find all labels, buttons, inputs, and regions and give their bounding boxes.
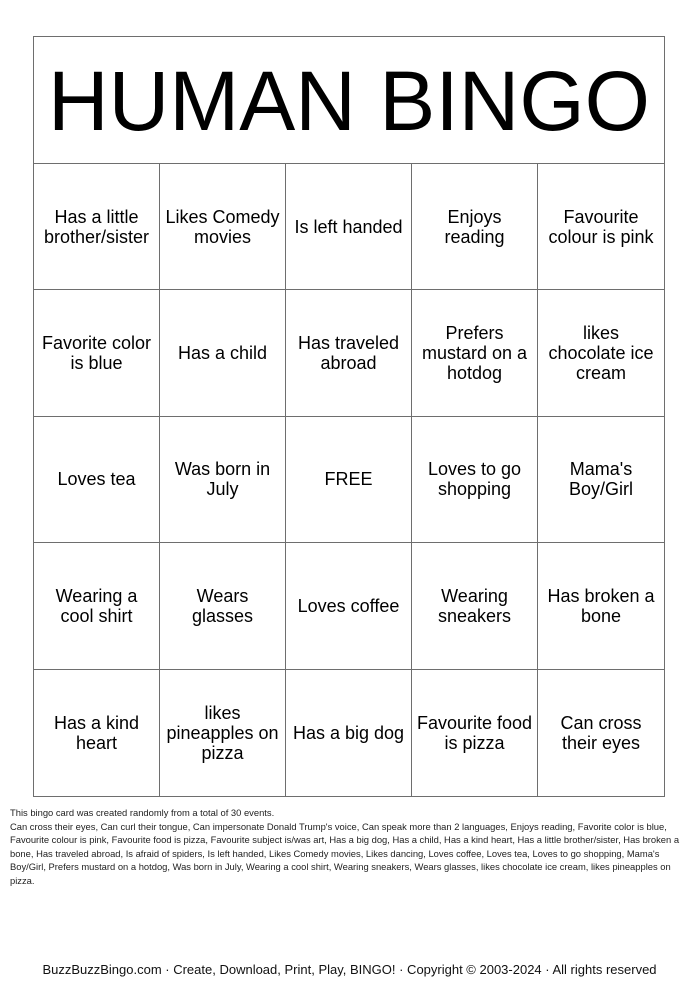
bingo-cell: Has a little brother/sister: [34, 164, 160, 290]
bingo-cell: Prefers mustard on a hotdog: [412, 290, 538, 416]
free-space-cell: FREE: [286, 417, 412, 543]
bingo-cell: Likes Comedy movies: [160, 164, 286, 290]
bingo-cell: Has a kind heart: [34, 670, 160, 796]
bingo-cell: Has traveled abroad: [286, 290, 412, 416]
bingo-cell: Is left handed: [286, 164, 412, 290]
bingo-cell: Wearing sneakers: [412, 543, 538, 669]
bingo-cell: Has broken a bone: [538, 543, 664, 669]
bingo-cell: Enjoys reading: [412, 164, 538, 290]
bingo-grid: [34, 164, 664, 796]
bingo-cell: Wearing a cool shirt: [34, 543, 160, 669]
bingo-cell: Mama's Boy/Girl: [538, 417, 664, 543]
event-list: Can cross their eyes, Can curl their tongue, Can impersonate Donald Trump's voice, Can speak more than 2 languages, Enjoys reading, Favorite color is blue, Favourite colour is pink, Favourite food is pizza, Favourite subject is/was art, Has a big dog, Has a child, Has a kind heart, Has a little brother/sister, Has broken a bone, Has traveled abroad, Is afraid of spiders, Is left handed, Likes Comedy movies, Likes dancing, Loves coffee, Loves tea, Loves to go shopping, Mama's Boy/Girl, Prefers mustard on a hotdog, Was born in July, Wearing a cool shirt, Wearing sneakers, Wears glasses, likes chocolate ice cream, likes pineapples on pizza.: [10, 820, 680, 886]
bingo-card: [33, 36, 665, 797]
bingo-cell: Favourite food is pizza: [412, 670, 538, 796]
bingo-cell: Favorite color is blue: [34, 290, 160, 416]
bingo-cell: Was born in July: [160, 417, 286, 543]
bingo-cell: likes chocolate ice cream: [538, 290, 664, 416]
bingo-cell: Favourite colour is pink: [538, 164, 664, 290]
bingo-cell: likes pineapples on pizza: [160, 670, 286, 796]
bingo-cell: Wears glasses: [160, 543, 286, 669]
footer-copyright: BuzzBuzzBingo.com · Create, Download, Print, Play, BINGO! · Copyright © 2003-2024 · All rights reserved: [42, 962, 657, 977]
event-summary: This bingo card was created randomly from a total of 30 events.: [10, 807, 275, 818]
bingo-cell: Can cross their eyes: [560, 712, 642, 753]
card-title: HUMAN BINGO: [34, 37, 664, 164]
event-info: [10, 806, 686, 888]
bingo-cell: Loves tea: [34, 417, 160, 543]
bingo-cell: Loves coffee: [286, 543, 412, 669]
bingo-cell: Has a child: [160, 290, 286, 416]
bingo-cell: Loves to go shopping: [412, 417, 538, 543]
bingo-cell: Has a big dog: [286, 670, 412, 796]
